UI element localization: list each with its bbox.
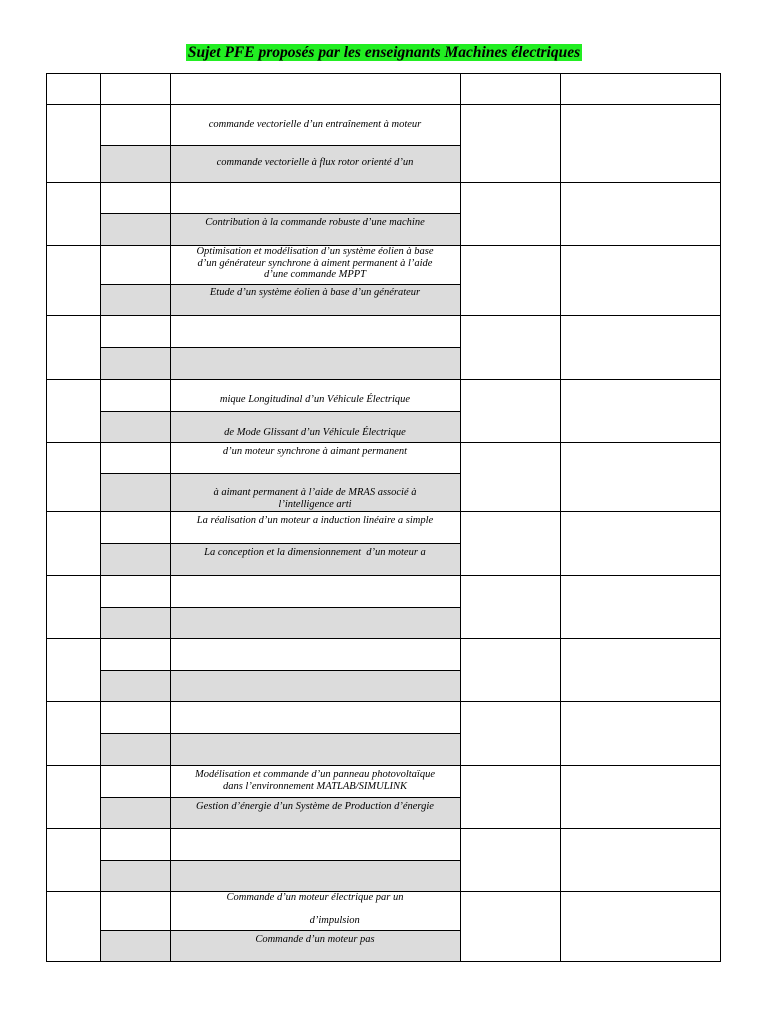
shaded-subrow (100, 860, 460, 891)
row-border (46, 442, 721, 443)
row-border (46, 73, 721, 74)
subrow-border (100, 860, 461, 861)
row-border (46, 511, 721, 512)
subrow-border (100, 607, 461, 608)
row-border (46, 828, 721, 829)
shaded-subrow (100, 347, 460, 379)
subject-text: La conception et la dimensionnement d’un moteur a (204, 547, 426, 558)
subject-text: La réalisation d’un moteur a induction linéaire a simple (196, 515, 434, 526)
row-border (46, 575, 721, 576)
subject-text: Commande d’un moteur électrique par un d’impulsion (226, 892, 404, 926)
subject-text: Gestion d’énergie d’un Système de Production d’énergie (196, 801, 434, 812)
subject-text: à aimant permanent à l’aide de MRAS associé à l’intelligence arti (213, 487, 417, 510)
shaded-subrow (100, 670, 460, 701)
subrow-border (100, 213, 461, 214)
subject-text: commande vectorielle à flux rotor orienté d’un (216, 157, 414, 168)
subject-text: mique Longitudinal d’un Véhicule Électrique (219, 394, 411, 405)
row-border (46, 961, 721, 962)
row-border (46, 701, 721, 702)
page-title: Sujet PFE proposés par les enseignants Machines électriques (187, 44, 581, 61)
row-border (46, 315, 721, 316)
subject-text: Etude d’un système éolien à base d’un générateur (209, 287, 421, 298)
subrow-border (100, 347, 461, 348)
subject-text: Optimisation et modélisation d’un système éolien à base d’un générateur synchrone à aiment permanent à l’aide d’une commande MPPT (196, 246, 434, 280)
row-border (46, 638, 721, 639)
subject-text: Contribution à la commande robuste d’une machine (205, 217, 425, 228)
row-border (46, 104, 721, 105)
subrow-border (100, 473, 461, 474)
subrow-border (100, 733, 461, 734)
title-wrap (0, 44, 768, 62)
subrow-border (100, 284, 461, 285)
subrow-border (100, 670, 461, 671)
subject-text: Commande d’un moteur pas (255, 934, 375, 945)
shaded-subrow (100, 607, 460, 638)
shaded-subrow (100, 733, 460, 765)
subrow-border (100, 411, 461, 412)
row-border (46, 765, 721, 766)
subject-text: commande vectorielle d’un entraînement à moteur (208, 119, 422, 130)
row-border (46, 182, 721, 183)
subrow-border (100, 145, 461, 146)
subrow-border (100, 543, 461, 544)
subrow-border (100, 930, 461, 931)
subject-text: Modélisation et commande d’un panneau photovoltaïque dans l’environnement MATLAB/SIMULINK (195, 769, 435, 792)
subject-text: de Mode Glissant d’un Véhicule Électrique (224, 427, 406, 438)
row-border (46, 379, 721, 380)
subrow-border (100, 797, 461, 798)
subject-text: d’un moteur synchrone à aimant permanent (222, 446, 408, 457)
